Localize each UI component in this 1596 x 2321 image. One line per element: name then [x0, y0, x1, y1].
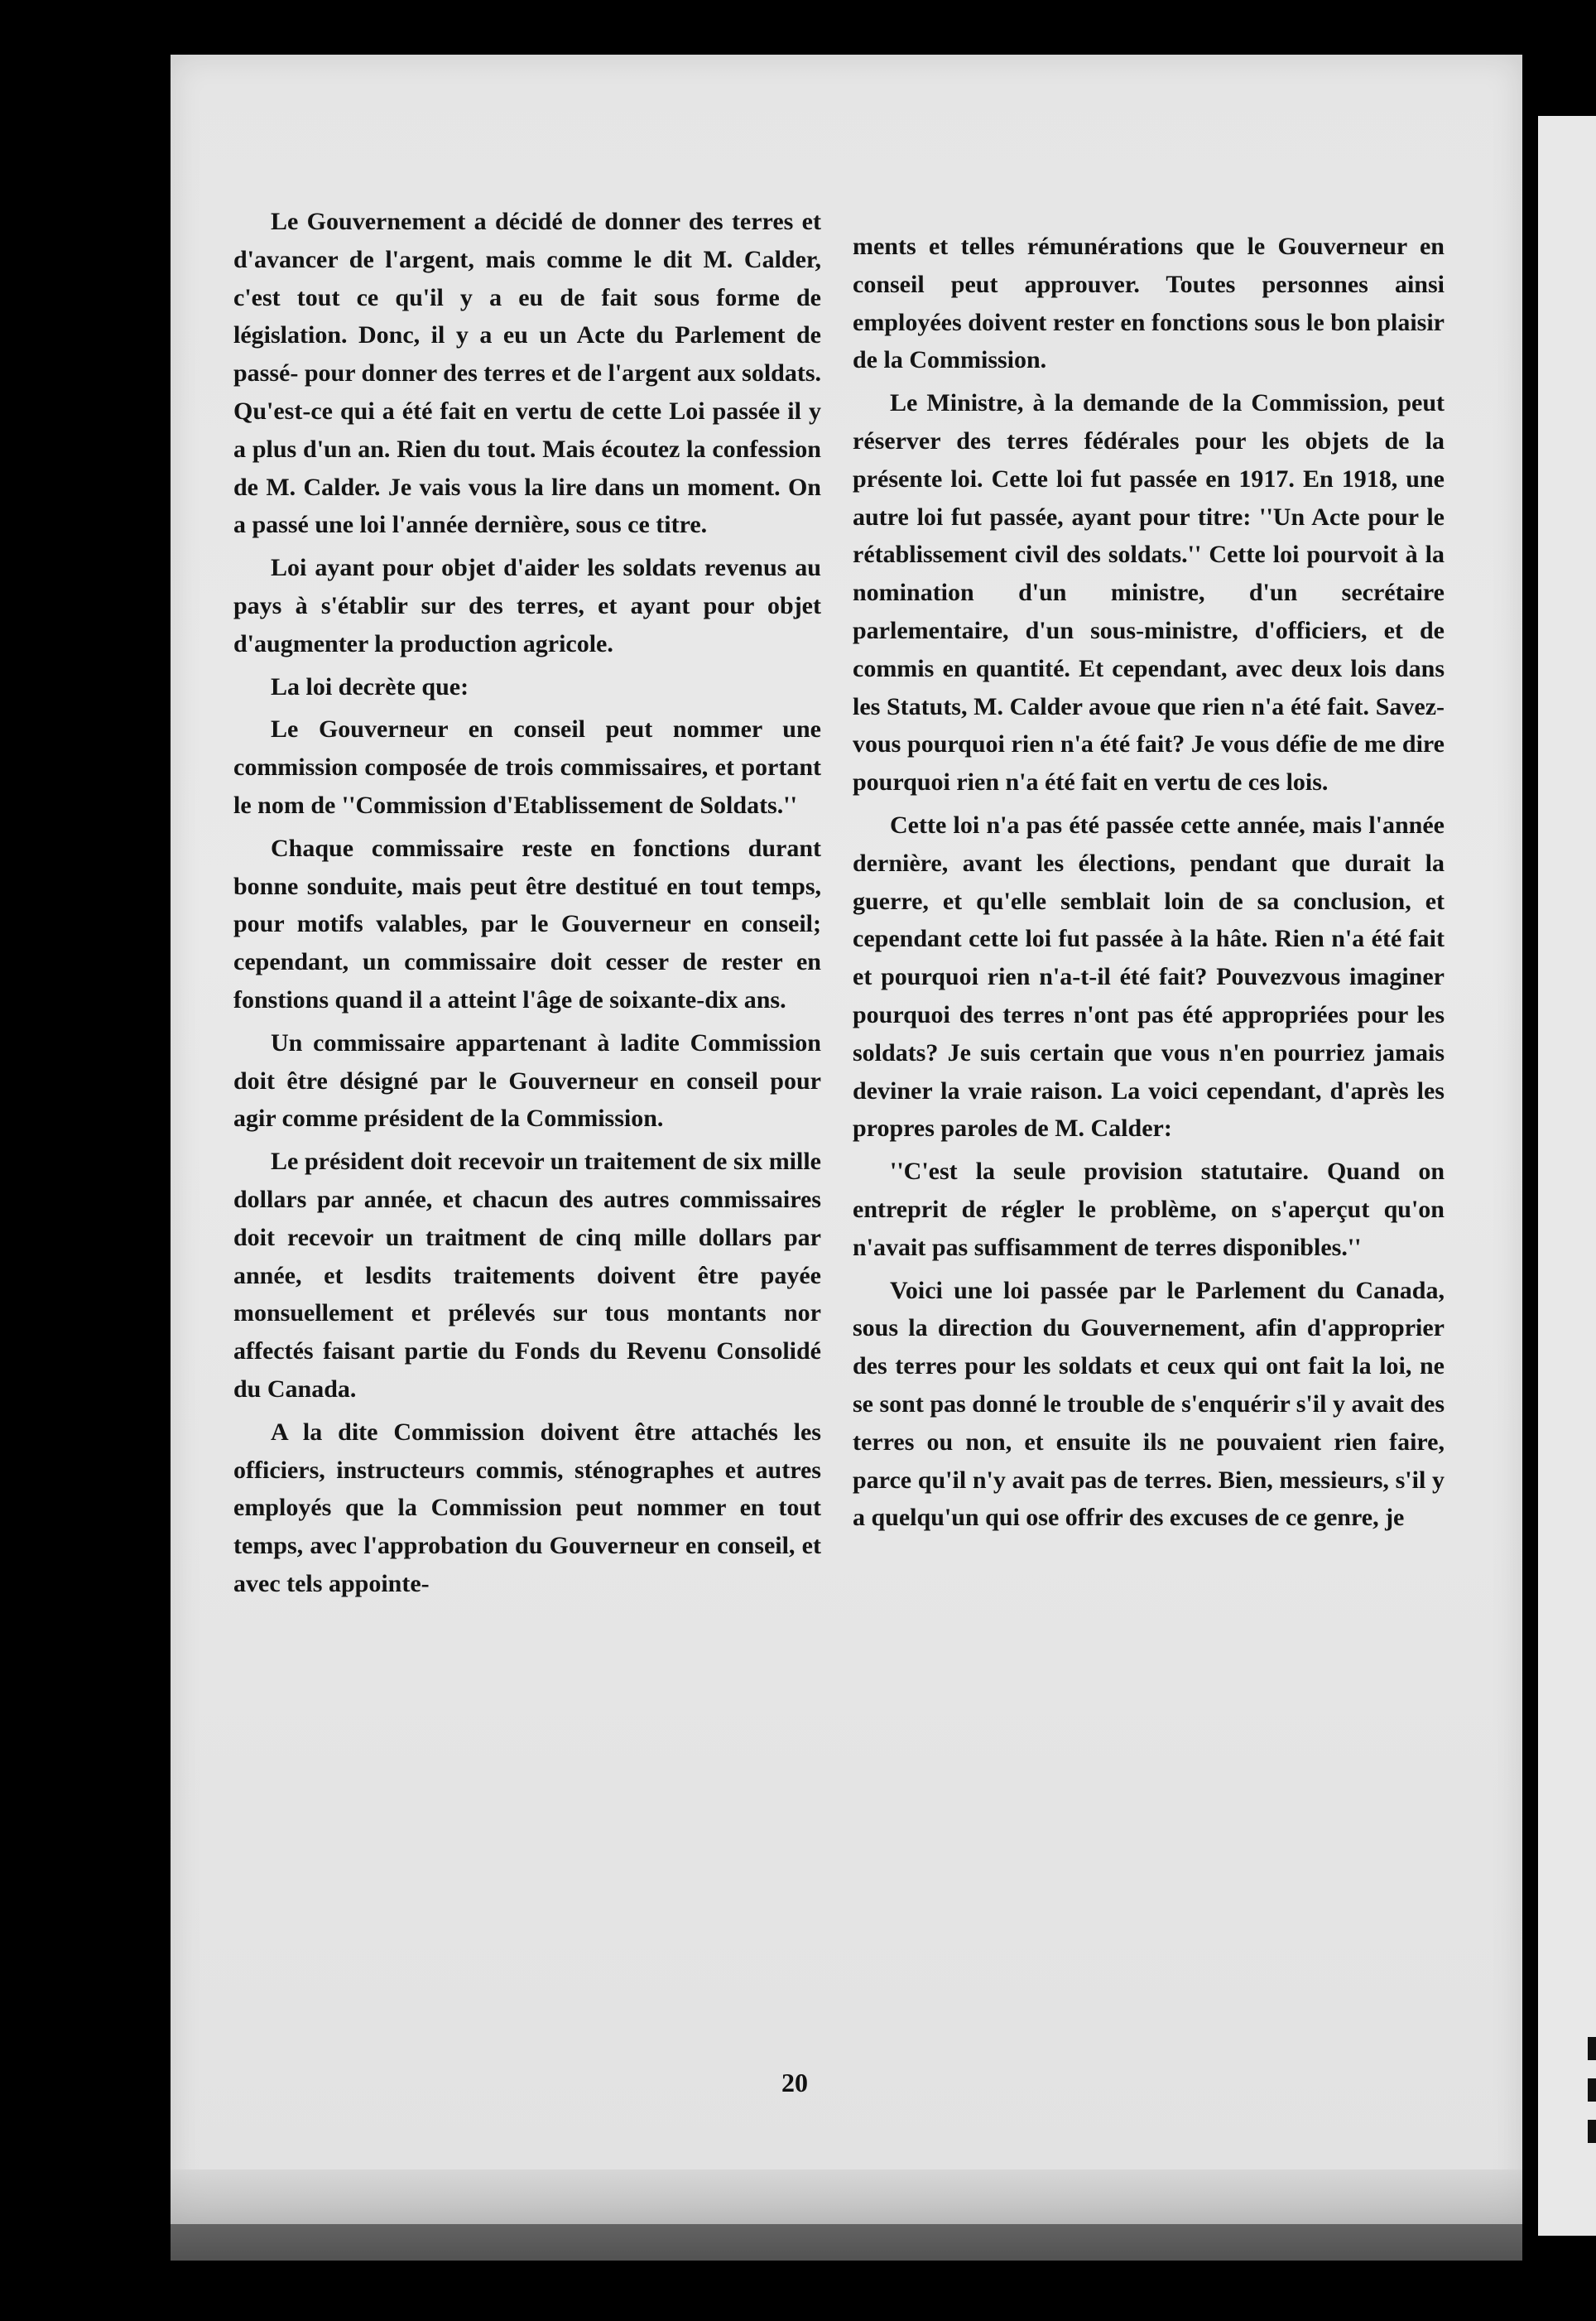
- paragraph: Le Gouverneur en conseil peut nommer une commission composée de trois commissaires, et portant le nom de ''Commission d'Etablissement de Soldats.'': [233, 715, 821, 819]
- paragraph: Un commissaire appartenant à ladite Commission doit être désigné par le Gouverneur en conseil pour agir comme président de la Commission.: [233, 1028, 821, 1133]
- page-number: 20: [781, 2068, 808, 2097]
- paragraph: ments et telles rémunérations que le Gouverneur en conseil peut approuver. Toutes personnes ainsi employées doivent rester en fonctions sous le bon plaisir de la Commission.: [853, 233, 1445, 374]
- adjacent-page-ink-mark: [1588, 2078, 1596, 2102]
- adjacent-page-edge: [1538, 116, 1596, 2236]
- page-edge-shadow: [171, 2169, 1522, 2261]
- paragraph: La loi decrète que:: [271, 672, 469, 701]
- paragraph: Cette loi n'a pas été passée cette année, mais l'année dernière, avant les élections, pendant que durait la guerre, et qu'elle semblait loin de sa conclusion, et cependant cette loi fut passée à la hâte. Rien n'a été fait et pourquoi rien n'a-t-il été fait? Pouvezvous imaginer pourquoi des terres n'ont pas été appropriées pour les soldats? Je suis certain que vous n'en pourriez jamais deviner la vraie raison. La voici cependant, d'après les propres paroles de M. Calder:: [853, 811, 1445, 1143]
- paragraph: Le Gouvernement a décidé de donner des terres et d'avancer de l'argent, mais comme le dit M. Calder, c'est tout ce qu'il y a eu de fait sous forme de législation. Donc, il y a eu un Acte du Parlement de passé- pour donner des terres et de l'argent aux soldats. Qu'est-ce qui a été fait en vertu de cette Loi passée il y a plus d'un an. Rien du tout. Mais écoutez la confession de M. Calder. Je vais vous la lire dans un moment. On a passé une loi l'année dernière, sous ce titre.: [233, 208, 822, 539]
- paragraph: Le président doit recevoir un traitement de six mille dollars par année, et chacun des autres commissaires doit recevoir un traitment de cinq mille dollars par année, et lesdits traitements doivent être payée monsuellement et prélevés sur tous montants nor affectés faisant partie du Fonds du Revenu Consolidé du Canada.: [233, 1148, 821, 1403]
- paragraph: Loi ayant pour objet d'aider les soldats revenus au pays à s'établir sur des terres, et ayant pour objet d'augmenter la production agricole.: [233, 554, 821, 657]
- quoted-paragraph: ''C'est la seule provision statutaire. Quand on entreprit de régler le problème, on s'aperçut qu'on n'avait pas suffisamment de terres disponibles.'': [853, 1158, 1445, 1261]
- paragraph: Chaque commissaire reste en fonctions durant bonne sonduite, mais peut être destitué en tout temps, pour motifs valables, par le Gouverneur en conseil; cependant, un commissaire doit cesser de rester en fonstions quand il a atteint l'âge de soixante-dix ans.: [233, 834, 821, 1014]
- adjacent-page-ink-mark: [1588, 2120, 1596, 2143]
- adjacent-page-ink-mark: [1588, 2037, 1596, 2060]
- paragraph: Voici une loi passée par le Parlement du Canada, sous la direction du Gouvernement, afin d'approprier des terres pour les soldats et ceux qui ont fait la loi, ne se sont pas donné le trouble de s'enquérir s'il y avait des terres ou non, et ensuite ils ne pouvaient rien faire, parce qu'il n'y avait pas de terres. Bien, messieurs, s'il y a quelqu'un qui ose offrir des excuses de ce genre, je: [853, 1276, 1445, 1532]
- paragraph: Le Ministre, à la demande de la Commission, peut réserver des terres fédérales pour les objets de la présente loi. Cette loi fut passée en 1917. En 1918, une autre loi fut passée, ayant pour titre: ''Un Acte pour le rétablissement civil des soldats.'' Cette loi pourvoit à la nomination d'un ministre, d'un secrétaire parlementaire, d'un sous-ministre, d'officiers, et de commis en quantité. Et cependant, avec deux lois dans les Statuts, M. Calder avoue que rien n'a été fait. Savez-vous pourquoi rien n'a été fait? Je vous défie de me dire pourquoi rien n'a été fait en vertu de ces lois.: [853, 389, 1445, 797]
- left-column: [233, 203, 821, 1608]
- right-column: [853, 228, 1445, 1542]
- paragraph: A la dite Commission doivent être attachés les officiers, instructeurs commis, sténographes et autres employés que la Commission peut nommer en tout temps, avec l'approbation du Gouverneur en conseil, et avec tels appointe-: [233, 1418, 821, 1597]
